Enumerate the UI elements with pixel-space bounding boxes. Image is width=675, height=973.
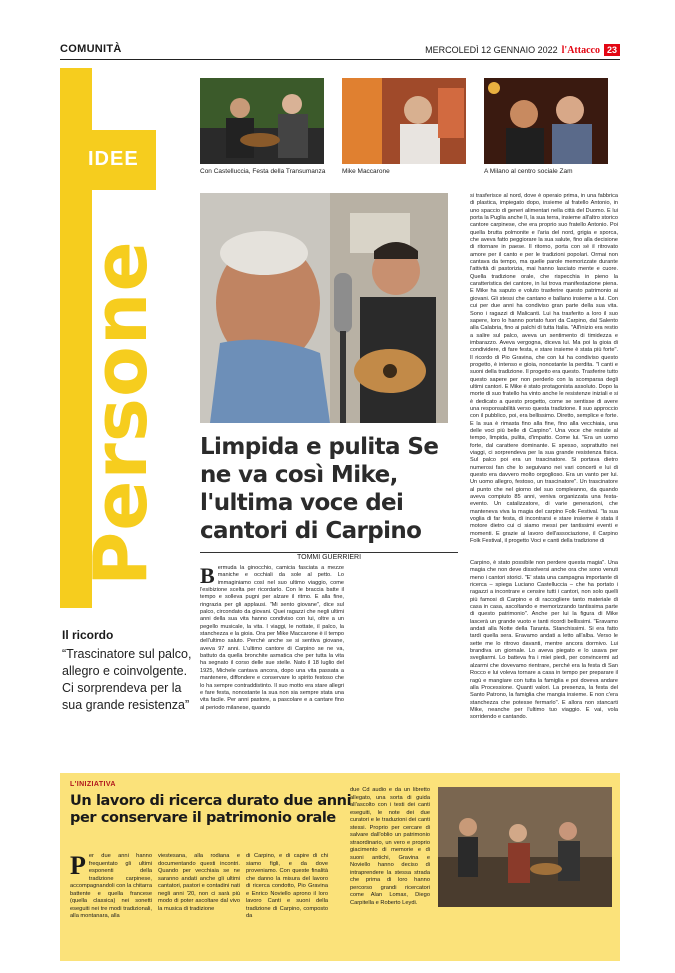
photo-mike-maccarone — [342, 78, 466, 164]
pull-quote-title: Il ricordo — [62, 628, 114, 642]
photo-caption: Mike Maccarone — [342, 168, 390, 175]
drop-cap: B — [200, 563, 215, 588]
issue-date: MERCOLEDÌ 12 GENNAIO 2022 — [425, 45, 558, 55]
article-author: TOMMI GUERRIERI — [200, 552, 458, 561]
box-column — [350, 787, 430, 907]
article-text: si trasferisce al nord, dove è operaio prima, in una fabbrica di plastica, impiegato dopo, insieme al fratello Antonio, in uno spaccio di generi alimentari nella città del Duomo. E lui porta la Puglia anche lì, la sua terra, insieme all'altro storico cantore carpinese, che era proprio suo fratello Antonio. Poi quella brutta polmonite e l'aria del nord, grigia e sporca, che aveva fatto peggiorare la sua salute, fino alla decisione di ritornare in paese. Il ritorno, porta con sé il ritrovato amore per il canto e per le tradizioni popolari. Ormai non cantava da tempo, ma quelle parole memorizzate durante l'attività di pastorizia, mai hanno lasciato mente e cuore. Quella tradizione orale, che rispecchia in pieno la caratteristica dei cantore, in lui trova manifestazione piena. E Mike ha saputo e voluto trasferire questo patrimonio ai giovani. Gli stessi che cantano e ballano insieme a lui. Con cui per due anni ha condiviso gran parte della sua vita. Sono i ragazzi di Malicanti. Lui ha trasferito a loro il suo sapere, loro lo hanno portato fuori da Carpino, dal Salento alla Calabria, fino ai palchi di tutta Italia. "All'inizio era restio a salire sul palco, aveva un sentimento di timidezza e imbarazzo. Aveva vergogna, diceva lui. Ma poi la gioia di condividere, di fare festa, e stare insieme è stata più forte". Il ricordo di Pio Gravina, che con lui ha condiviso questo progetto, è intenso e gioia, nonostante la perdita. "I canti e suoni della tradizione. Il progetto era questo. Trasferire tutto questo sapere per non perderlo con la scomparsa degli ultimi cantori. E Mike è stato protagonista assoluto. Dopo la morte di suo fratello ha vinto anche le resistenze iniziali e si è dedicato a questo progetto, come se sentisse di avere una responsabilità verso questa tradizione. Il suo approccio con il pubblico, poi, era bellissimo. Diretto, semplice e forte. E la sua è rimasta fino alla fine, fino alla vecchiaia, una delle voci più belle di Carpino". Una voce che resiste al tempo, limpida, pulita, d'impatto. Come lui. "Era un uomo forte, dal carattere dominante. E spesso, soprattutto nei viaggi, ci sorprendeva per la sua grande resistenza fisica. Sul palco poi era un trascinatore. Si portava dietro numerosi fan che lo seguivano nei vari concerti e lui di questo era davvero molto orgoglioso. Era un vanto per lui. Un uomo allegro, festoso, un trascinatore". Un trascinatore al punto che nel giorno del suo compleanno, da quando aveva compiuto 85 anni, veniva organizzata una festa-evento. Un catalizzatore, di varie generazioni, che manteneva viva la magia del carpino Folk Festival. "la sua voglia di far festa, di incontrarsi e stare insieme è stata il motore dietro cui ci siamo messi per tantissimi eventi e momenti. E grazie al lavoro dell'associazione, il Carpino Folk Festival, il progetto Voci e canti della tradizione di — [470, 193, 618, 545]
box-column — [246, 853, 328, 921]
box-text: viestesana, alla rodiana e documentando questi incontri. Quando per vecchiaia se ne saranno andati anche gli ultimi cantatori, pastori e contadini nati negli anni '20, non ci sarà più modo di poter ascoltare dal vivo la musica di tradizione — [158, 853, 240, 912]
page-number: 23 — [604, 44, 620, 56]
article-column — [470, 560, 618, 722]
box-kicker: L'INIZIATIVA — [70, 781, 116, 788]
article-column — [200, 565, 344, 712]
header-meta — [425, 44, 620, 56]
drop-cap: P — [70, 851, 86, 880]
article-text: ermuda la ginocchio, camicia fasciata a mezze maniche e occhiali da sole al petto. Lo immaginiamo così nel suo ultimo viaggio, come l'esibizione scelta per ricordarlo. Con le braccia batte il tempo e solleva pugni per alzare il ritmo. E alla fine, ringrazia per gli applausi. "Mi sento giovane", dice sul palco, circondato da giovani. Quei ragazzi che negli ultimi anni della sua vita hanno condiviso con lui, oltre a un pegello musicale, la vita. I viaggi, le nottate, il palco, la stanchezza e la gioia. Ora per Mike Maccarone è il tempo dell'ultimo saluto. Perché anche se si sentiva giovane, aveva 97 anni. L'ultimo cantore di Carpino se ne va, battuto da quella bronchite asmatica che per tutta la vita ha segnato il corso delle sue stelle. Nato il 18 luglio del 1925, Michele cantava ancora, dopo una vita passata a mantenere, diffondere e conservare lo spirito festoso che lo ha sempre contraddistinto. Il suo motto era stare allegri e fare festa, nonostante la sua non sia sempre stata una vita facile. Per anni pastore, a pascolare e a cantare fino al periodo milanese, quando — [200, 565, 344, 711]
photo-festa-transumanza — [200, 78, 324, 164]
box-text: er due anni hanno frequentato gli ultimi esponenti della tradizione carpinese, accompagnandoli con la chitarra battente e quella francese (quella classica) nei sonetti eseguiti nei tre modi tradizionali, alla montanara, alla — [70, 853, 152, 919]
main-photo-cantori — [200, 193, 448, 423]
pull-quote — [62, 628, 192, 714]
section-title-vertical: Persone — [78, 240, 164, 586]
page-header — [60, 40, 620, 60]
section-name: COMUNITÀ — [60, 43, 122, 55]
box-text: di Carpino, e di capire di chi siamo figli, e da dove proveniamo. Con queste finalità che danno la misura del lavoro di ricerca condotto, Pio Gravina e Enrico Noviello aprono il loro lavoro Canti e suoni della tradizione di Carpino, composto da — [246, 853, 328, 919]
box-title: Un lavoro di ricerca durato due anni per conservare il patrimonio orale — [70, 793, 352, 826]
article-text: Carpino, è stato possibile non perdere questa magia". Una magia che non deve dissolversi anche ora che sono venuti meno i cantori storici. "E' stata una campagna importante di ricerca – spiega Luciano Castelluccia – che ha portato i ragazzi a incontrare e censire tutti i cantori, non solo quelli più famosi di Carpino e di raccogliere tanto materiale di casa in casa, ascoltando e memorizzando tantissima parte di questo patrimonio". Anche per lui la figura di Mike lascerà un grande vuoto e tanti ricordi bellissimi. "Eravamo andati alla Notte della Taranta. Stanchissimi. Si era fatto tardi quella sera. Eravamo andati a letto all'alba. Verso le sette me lo ritrovo davanti, mentre ancora dormivo. Lui brandiva un giornale. Lo aveva piegato e lo usava per svegliarmi. Lo batteva fra i miei piedi, per convincermi ad alzarmi che dovevamo rientrare, perché era la festa di San Rocco e lui voleva tornare a casa in tempo per preparare il ragù e mangiare con tutta la famiglia e poi doveva andare alla Processione. Quanti valori. La presenza, la festa del Santo Patrono, la famiglia che mangia insieme. E non c'era stanchezza che potesse fermarlo". E allora non stancarti Mike, neanche per l'ultimo tuo viaggio. E vai, vola sorridendo e cantando. — [470, 560, 618, 721]
brand-logo: l'Attacco — [561, 44, 600, 56]
box-column — [158, 853, 240, 913]
photo-caption: Con Castelluccia, Festa della Transumanza — [200, 168, 326, 175]
box-column — [70, 853, 152, 921]
section-tag: IDEE — [88, 148, 139, 170]
sidebar-box-iniziativa — [60, 773, 620, 961]
pull-quote-text: “Trascinatore sul palco, allegro e coinvolgente. Ci sorprendeva per la sua grande resistenza” — [62, 647, 192, 712]
photo-caption: A Milano al centro sociale Zam — [484, 168, 573, 175]
box-text: due Cd audio e da un libretto allegato, una sorta di guida all'ascolto con i testi dei canti eseguiti, le note dei due curatori e le traduzioni dei canti stessi. Proprio per cercare di salvare dall'oblio un patrimonio straordinario, un vero e proprio giacimento di memorie e di suoni antichi, Gravina e Noviello hanno deciso di intraprendere la stessa strada che prima di loro hanno percorso grandi ricercatori come Alan Lomax, Diego Carpitella e Roberto Leydi. — [350, 787, 430, 906]
article-column — [470, 193, 618, 546]
photo-research-group — [438, 787, 612, 907]
article-headline: Limpida e pulita Se ne va così Mike, l'ultima voce dei cantori di Carpino — [200, 434, 439, 544]
photo-centro-zam — [484, 78, 608, 164]
